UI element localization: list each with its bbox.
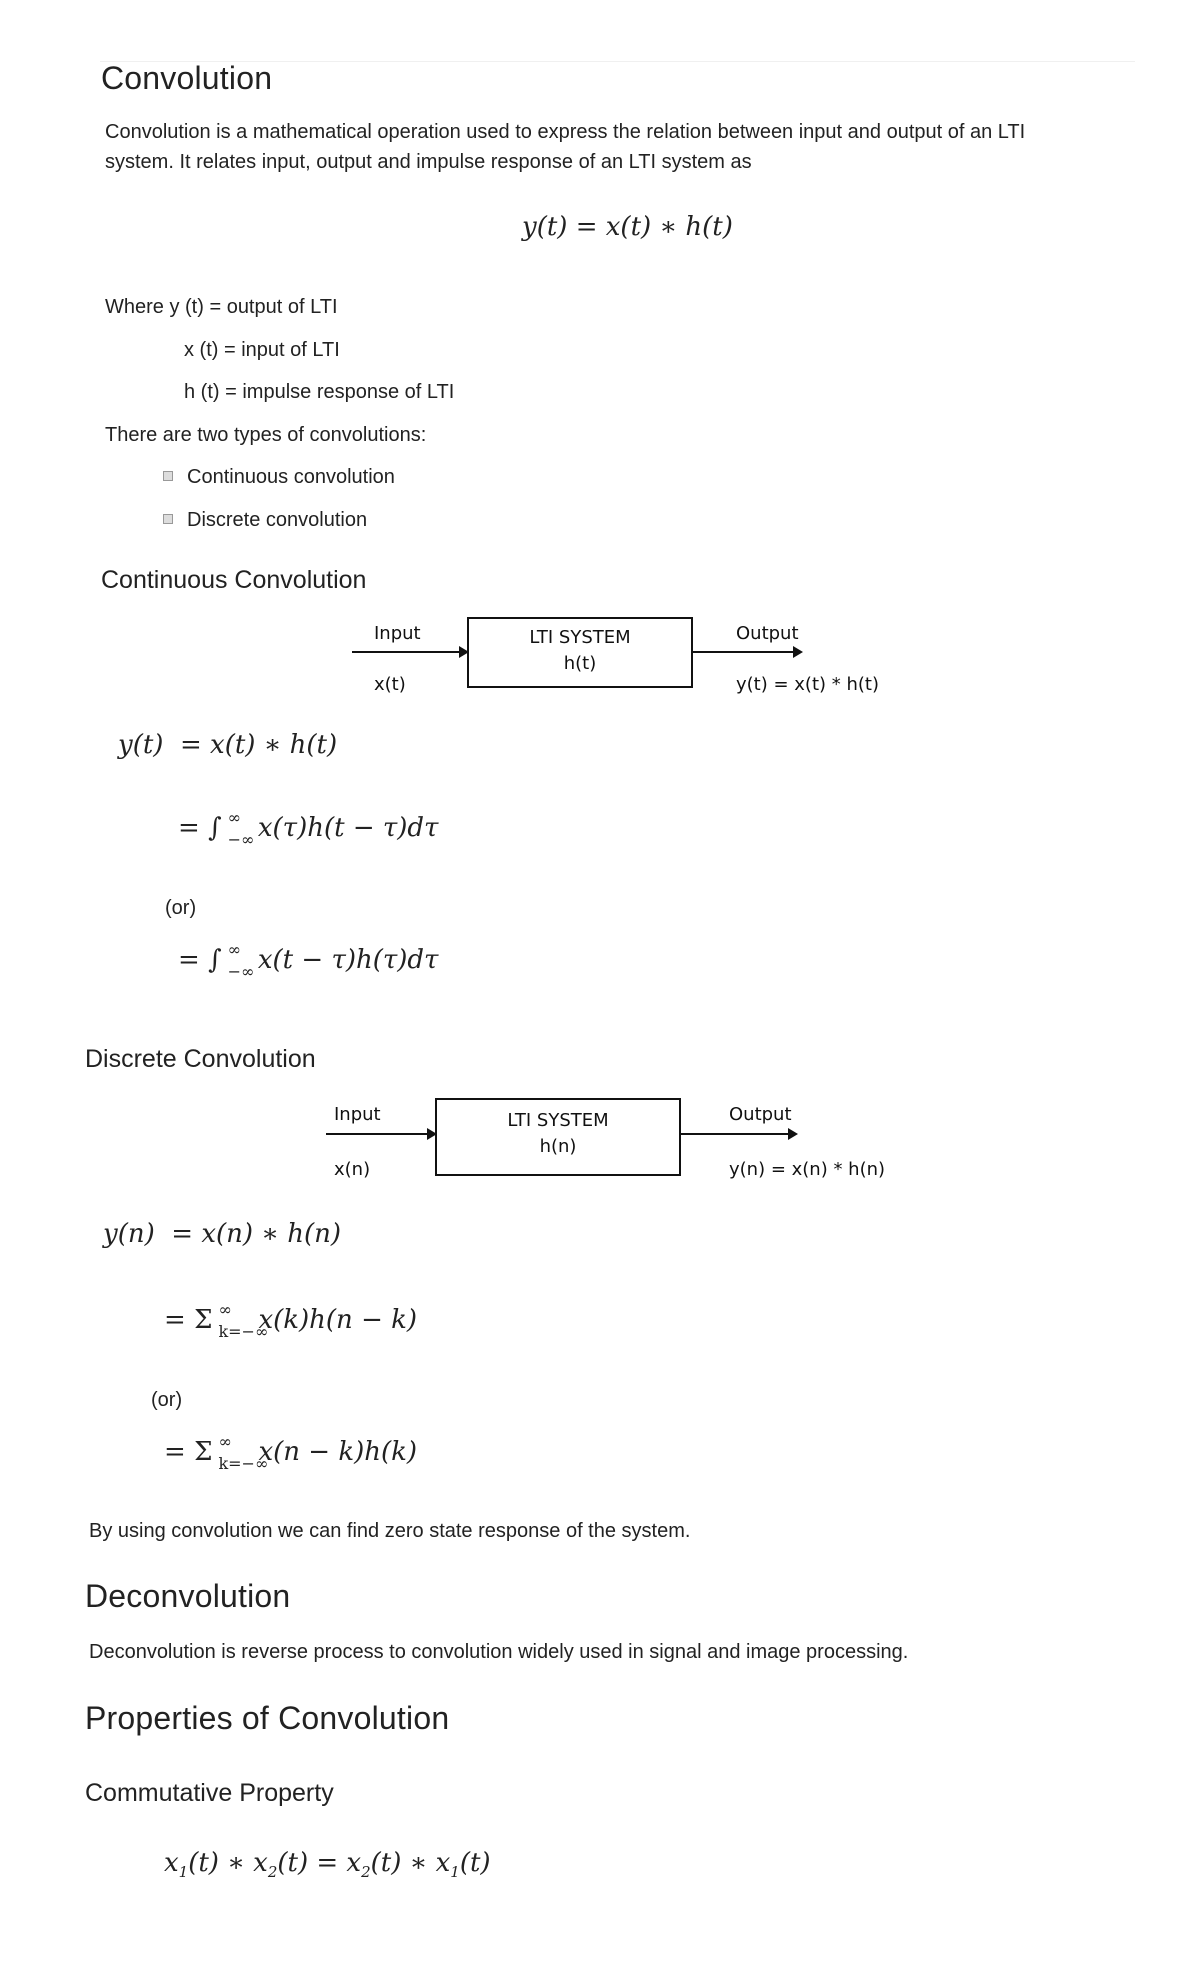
intro-paragraph bbox=[105, 117, 1135, 177]
discrete-input-arrow-icon bbox=[326, 1133, 435, 1135]
where-h-text: h (t) = impulse response of LTI bbox=[184, 381, 455, 403]
list-item: Discrete convolution bbox=[163, 505, 367, 535]
discrete-equation-3: = Σ ∞ k=−∞ x(n − k)h(k) bbox=[164, 1432, 418, 1473]
page-title: Convolution bbox=[101, 60, 273, 96]
discrete-output-arrow-icon bbox=[681, 1133, 796, 1135]
discrete-equation-2: = Σ ∞ k=−∞ x(k)h(n − k) bbox=[164, 1300, 418, 1341]
continuous-equation-2: = ∫ ∞ −∞ x(τ)h(t − τ)dτ bbox=[178, 808, 439, 849]
continuous-input-arrow-icon bbox=[352, 651, 467, 653]
intro-line-2: system. It relates input, output and impulse response of an LTI system as bbox=[105, 151, 752, 173]
where-x-text: x (t) = input of LTI bbox=[184, 339, 340, 361]
discrete-or-text: (or) bbox=[151, 1389, 183, 1411]
zero-state-text: By using convolution we can find zero state response of the system. bbox=[89, 1520, 691, 1542]
continuous-system-response: h(t) bbox=[563, 653, 597, 674]
discrete-equation-1: y(n) = x(n) ∗ h(n) bbox=[103, 1219, 342, 1249]
continuous-equation-1: y(t) = x(t) ∗ h(t) bbox=[118, 730, 338, 760]
continuous-input-signal: x(t) bbox=[374, 674, 406, 695]
continuous-lti-system-box bbox=[467, 617, 693, 688]
discrete-output-expression: y(n) = x(n) * h(n) bbox=[729, 1159, 886, 1180]
continuous-output-expression: y(t) = x(t) * h(t) bbox=[736, 674, 879, 695]
discrete-system-response: h(n) bbox=[539, 1136, 577, 1157]
continuous-output-arrow-icon bbox=[693, 651, 801, 653]
discrete-output-label: Output bbox=[729, 1104, 792, 1125]
intro-line-1: Convolution is a mathematical operation used to express the relation between input and output of an LTI bbox=[105, 121, 1026, 143]
discrete-lti-system-box bbox=[435, 1098, 681, 1176]
convolution-equation: y(t) = x(t) ∗ h(t) bbox=[522, 212, 733, 242]
discrete-input-label: Input bbox=[334, 1104, 381, 1125]
continuous-output-label: Output bbox=[736, 623, 799, 644]
list-item: Continuous convolution bbox=[163, 462, 395, 492]
deconvolution-text: Deconvolution is reverse process to convolution widely used in signal and image processing. bbox=[89, 1641, 909, 1663]
discrete-convolution-heading: Discrete Convolution bbox=[85, 1045, 316, 1073]
bullet-icon bbox=[163, 514, 173, 524]
commutative-equation: $x_1(t)$ ∗ $x_2(t) = x_2(t)$ ∗ $x_1(t)$ bbox=[164, 1848, 491, 1882]
continuous-system-label: LTI SYSTEM bbox=[529, 627, 631, 648]
continuous-or-text: (or) bbox=[165, 897, 197, 919]
discrete-input-signal: x(n) bbox=[334, 1159, 371, 1180]
deconvolution-heading: Deconvolution bbox=[85, 1578, 291, 1614]
where-y-text: Where y (t) = output of LTI bbox=[105, 296, 338, 318]
types-intro-text: There are two types of convolutions: bbox=[105, 424, 427, 446]
commutative-property-heading: Commutative Property bbox=[85, 1779, 334, 1807]
discrete-system-label: LTI SYSTEM bbox=[507, 1110, 609, 1131]
continuous-convolution-heading: Continuous Convolution bbox=[101, 566, 367, 594]
bullet-icon bbox=[163, 471, 173, 481]
properties-heading: Properties of Convolution bbox=[85, 1700, 450, 1736]
continuous-equation-3: = ∫ ∞ −∞ x(t − τ)h(τ)dτ bbox=[178, 940, 439, 981]
continuous-input-label: Input bbox=[374, 623, 421, 644]
